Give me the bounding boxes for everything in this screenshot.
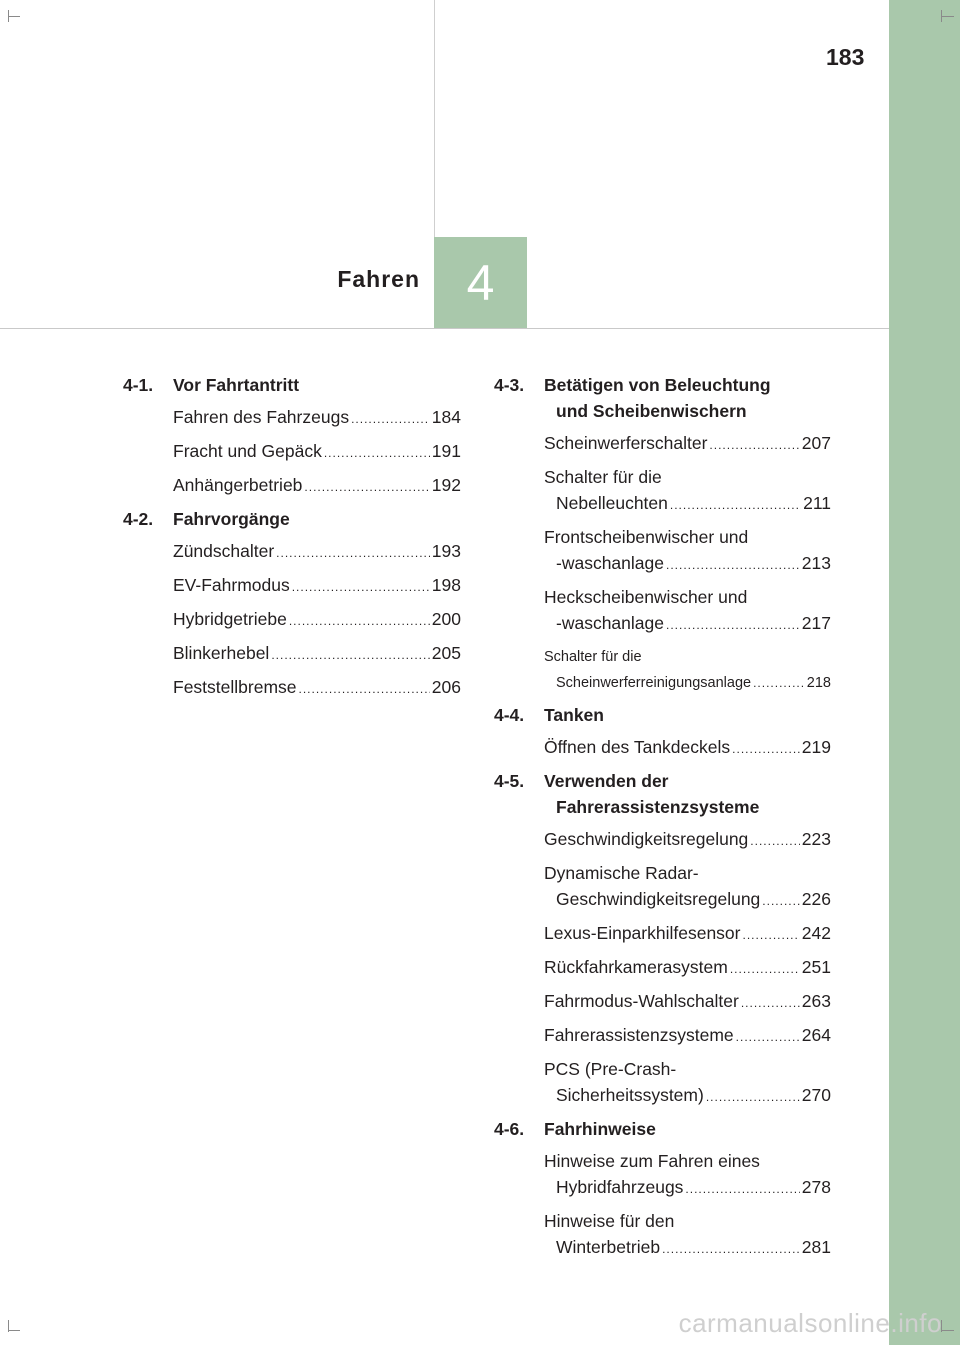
entry-page-number: 251 — [801, 957, 831, 977]
dot-leader — [276, 540, 430, 566]
entry-page-number: 193 — [431, 541, 461, 561]
entry-page-number: 211 — [803, 493, 831, 513]
entry-page-number: 263 — [801, 991, 831, 1011]
entry-page-number: 207 — [801, 433, 831, 453]
dot-leader — [666, 552, 800, 578]
section-title — [544, 768, 831, 820]
section-title — [173, 372, 461, 398]
section-number: 4-2. — [123, 509, 154, 529]
entry-page-number: 242 — [801, 923, 831, 943]
entry-title: Scheinwerferreinigungsanlage — [556, 675, 752, 691]
section-title — [173, 506, 461, 532]
entry-title: Blinkerhebel — [173, 643, 270, 663]
toc-entry[interactable] — [544, 826, 831, 854]
entry-page-number: 205 — [431, 643, 461, 663]
toc-entry[interactable] — [173, 640, 461, 668]
dot-leader — [324, 440, 430, 466]
toc-entry[interactable] — [544, 1022, 831, 1050]
section-heading[interactable] — [494, 372, 831, 424]
toc-entry[interactable] — [544, 988, 831, 1016]
toc-entry[interactable] — [544, 464, 831, 518]
section-title-line: und Scheibenwischern — [556, 401, 747, 421]
toc-entry[interactable] — [173, 538, 461, 566]
section-number: 4-4. — [494, 705, 525, 725]
dot-leader — [736, 1024, 800, 1050]
toc-entry[interactable] — [173, 572, 461, 600]
dot-leader — [666, 612, 800, 638]
entry-page-number: 184 — [431, 407, 461, 427]
section-title-line: Fahrhinweise — [544, 1119, 656, 1139]
entry-page-number: 191 — [431, 441, 461, 461]
section-heading[interactable] — [494, 768, 831, 820]
toc-entry[interactable] — [544, 734, 831, 762]
entry-title: Fracht und Gepäck — [173, 441, 322, 461]
entry-title: Fahrerassistenzsysteme — [544, 1025, 734, 1045]
section-number: 4-3. — [494, 375, 525, 395]
toc-entry[interactable] — [544, 524, 831, 578]
toc-entry[interactable] — [544, 644, 831, 696]
entry-title: Geschwindigkeitsregelung — [544, 829, 749, 849]
toc-entry[interactable] — [173, 674, 461, 702]
entry-title: Hybridfahrzeugs — [556, 1177, 684, 1197]
dot-leader — [304, 474, 429, 500]
entry-title: Feststellbremse — [173, 677, 297, 697]
entry-title: Geschwindigkeitsregelung — [556, 889, 761, 909]
entry-title: Schalter für die — [544, 467, 662, 487]
entry-title: EV-Fahrmodus — [173, 575, 290, 595]
entry-title: Frontscheibenwischer und — [544, 527, 749, 547]
entry-page-number: 198 — [431, 575, 461, 595]
dot-leader — [743, 922, 800, 948]
crop-mark — [942, 16, 954, 17]
section-heading[interactable] — [494, 702, 831, 728]
dot-leader — [271, 642, 429, 668]
dot-leader — [292, 574, 430, 600]
entry-title: Fahrmodus-Wahlschalter — [544, 991, 739, 1011]
entry-title: Winterbetrieb — [556, 1237, 661, 1257]
chapter-number: 4 — [466, 254, 495, 311]
header-horizontal-rule — [0, 328, 889, 329]
entry-title: Anhängerbetrieb — [173, 475, 303, 495]
section-title-line: Tanken — [544, 705, 604, 725]
dot-leader — [741, 990, 800, 1016]
watermark: carmanualsonline.info — [678, 1308, 942, 1338]
dot-leader — [732, 736, 800, 762]
dot-leader — [289, 608, 430, 634]
entry-page-number: 192 — [431, 475, 461, 495]
toc-right-column — [494, 372, 831, 1268]
entry-title: Hybridgetriebe — [173, 609, 287, 629]
entry-page-number: 200 — [431, 609, 461, 629]
dot-leader — [706, 1084, 800, 1110]
entry-page-number: 281 — [801, 1237, 831, 1257]
toc-entry[interactable] — [173, 438, 461, 466]
toc-entry[interactable] — [173, 472, 461, 500]
dot-leader — [753, 670, 805, 696]
entry-page-number: 226 — [801, 889, 831, 909]
entry-title: Lexus-Einparkhilfesensor — [544, 923, 741, 943]
entry-title: PCS (Pre-Crash- — [544, 1059, 677, 1079]
section-title-line: Betätigen von Beleuchtung — [544, 375, 771, 395]
entry-title: Rückfahrkamerasystem — [544, 957, 728, 977]
entry-title: Zündschalter — [173, 541, 275, 561]
section-title — [544, 702, 831, 728]
page-number: 183 — [826, 44, 865, 70]
entry-title: Fahren des Fahrzeugs — [173, 407, 350, 427]
entry-page-number: 270 — [801, 1085, 831, 1105]
section-title-line: Verwenden der — [544, 771, 669, 791]
dot-leader — [730, 956, 800, 982]
toc-entry[interactable] — [544, 1208, 831, 1262]
toc-section — [123, 372, 461, 500]
toc-left-column — [123, 372, 461, 708]
crop-mark — [942, 1330, 954, 1331]
crop-mark — [8, 16, 20, 17]
entry-title: -waschanlage — [556, 613, 664, 633]
entry-page-number: 219 — [801, 737, 831, 757]
toc-section — [494, 702, 831, 762]
toc-entry[interactable] — [544, 860, 831, 914]
entry-page-number: 264 — [801, 1025, 831, 1045]
entry-page-number: 223 — [801, 829, 831, 849]
dot-leader — [709, 432, 799, 458]
section-title — [544, 1116, 831, 1142]
toc-section — [123, 506, 461, 702]
entry-title: Hinweise für den — [544, 1211, 675, 1231]
toc-entry[interactable] — [544, 954, 831, 982]
dot-leader — [762, 888, 800, 914]
section-title-line: Fahrerassistenzsysteme — [556, 797, 760, 817]
entry-title: Dynamische Radar- — [544, 863, 699, 883]
header-vertical-rule — [434, 0, 435, 237]
chapter-number-box — [434, 237, 527, 328]
dot-leader — [750, 828, 800, 854]
entry-title: Nebelleuchten — [556, 493, 668, 513]
section-number: 4-6. — [494, 1119, 525, 1139]
section-heading[interactable] — [123, 372, 461, 398]
dot-leader — [662, 1236, 800, 1262]
entry-page-number: 218 — [806, 675, 831, 691]
entry-title: Hinweise zum Fahren eines — [544, 1151, 760, 1171]
toc-section — [494, 768, 831, 1110]
section-heading[interactable] — [123, 506, 461, 532]
section-heading[interactable] — [494, 1116, 831, 1142]
section-number: 4-1. — [123, 375, 154, 395]
dot-leader — [685, 1176, 799, 1202]
chapter-title: Fahren — [337, 266, 420, 292]
entry-page-number: 206 — [431, 677, 461, 697]
toc-entry[interactable] — [173, 606, 461, 634]
entry-page-number: 213 — [801, 553, 831, 573]
section-number: 4-5. — [494, 771, 525, 791]
section-title-line: Fahrvorgänge — [173, 509, 290, 529]
entry-title: Scheinwerferschalter — [544, 433, 708, 453]
toc-entry[interactable] — [544, 584, 831, 638]
chapter-side-tab — [889, 0, 960, 1345]
toc-entry[interactable] — [544, 430, 831, 458]
entry-title: Schalter für die — [544, 649, 642, 665]
toc-entry[interactable] — [544, 920, 831, 948]
toc-entry[interactable] — [173, 404, 461, 432]
toc-section — [494, 372, 831, 696]
section-title — [544, 372, 831, 424]
entry-title: Heckscheibenwischer und — [544, 587, 748, 607]
entry-page-number: 217 — [801, 613, 831, 633]
entry-title: -waschanlage — [556, 553, 664, 573]
dot-leader — [351, 406, 430, 432]
toc-entry[interactable] — [544, 1056, 831, 1110]
entry-title: Öffnen des Tankdeckels — [544, 737, 731, 757]
toc-entry[interactable] — [544, 1148, 831, 1202]
entry-title: Sicherheitssystem) — [556, 1085, 704, 1105]
dot-leader — [299, 676, 430, 702]
toc-section — [494, 1116, 831, 1262]
crop-mark — [8, 1330, 20, 1331]
section-title-line: Vor Fahrtantritt — [173, 375, 300, 395]
dot-leader — [670, 492, 801, 518]
entry-page-number: 278 — [801, 1177, 831, 1197]
